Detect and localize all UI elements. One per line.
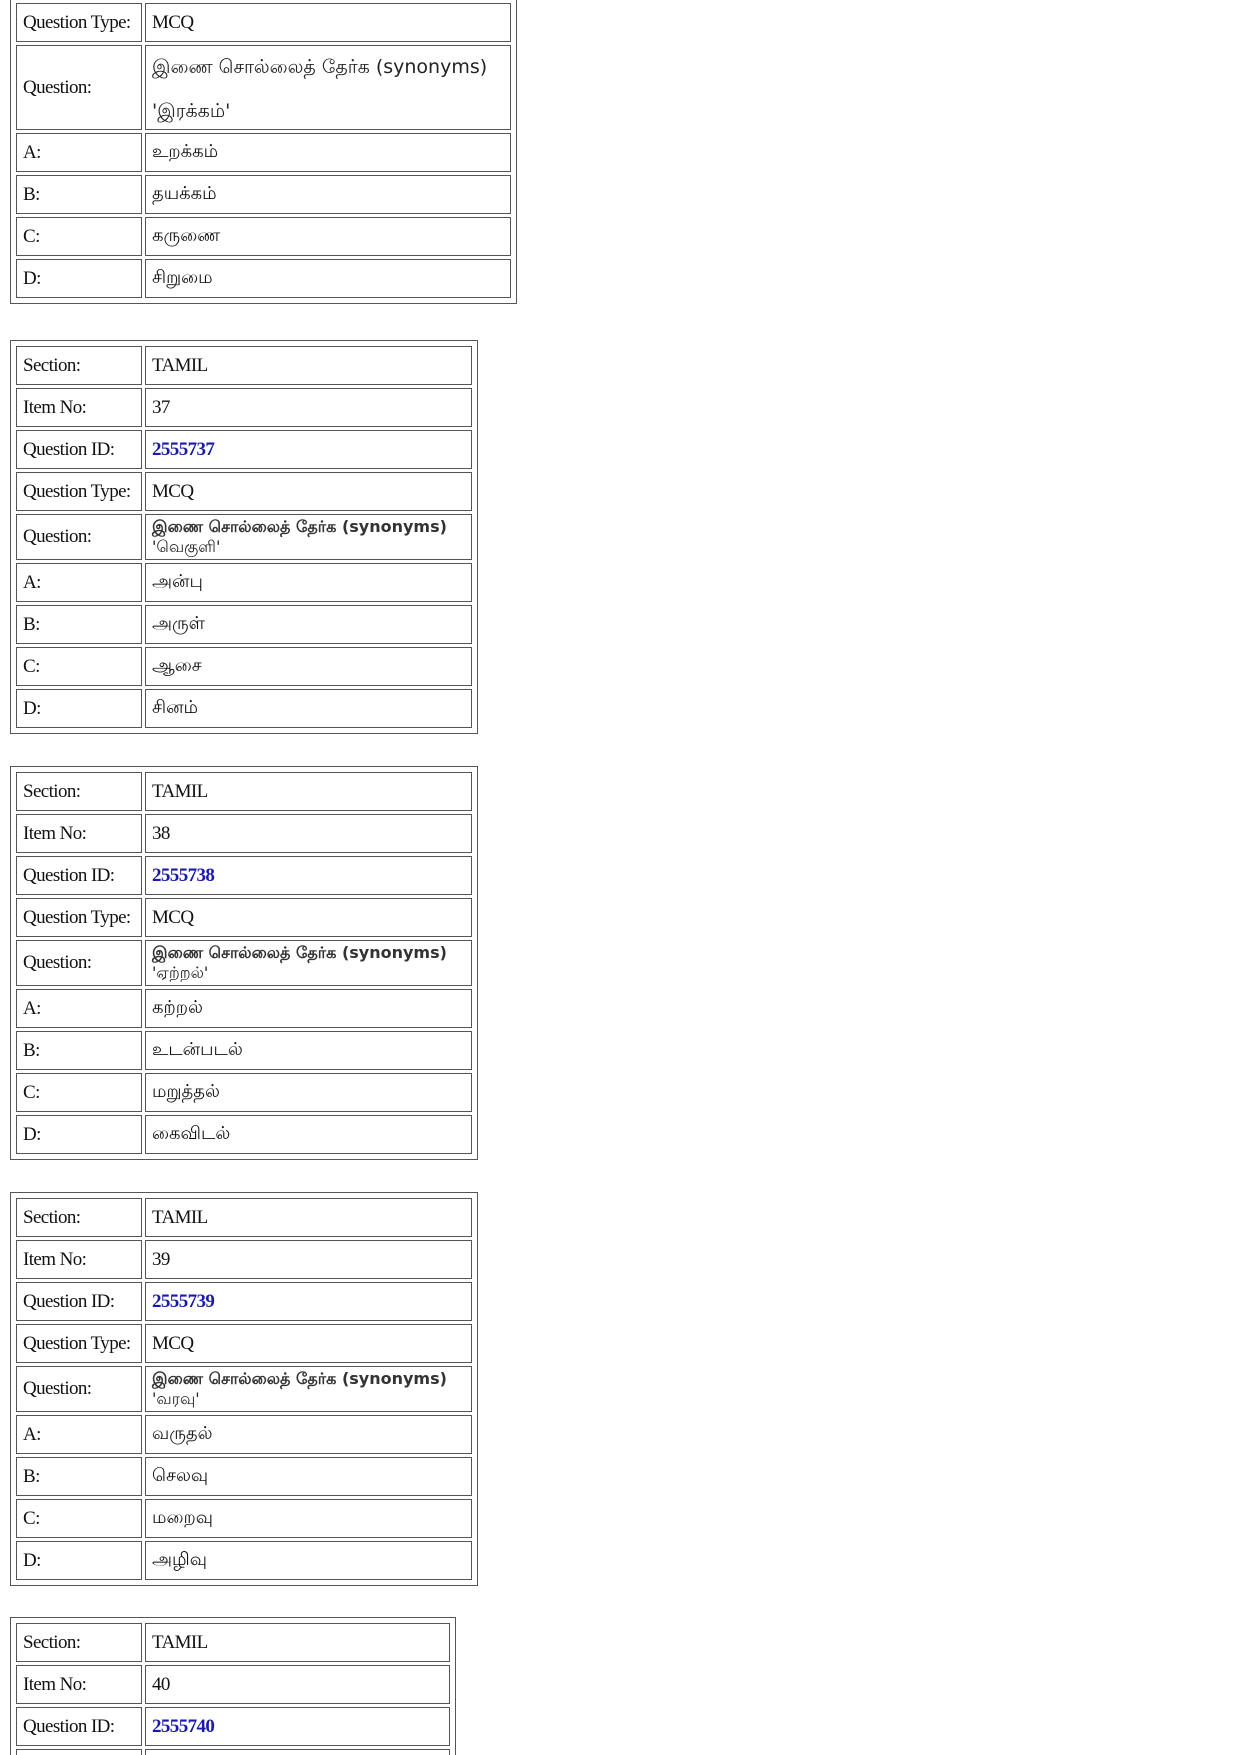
question-text: [145, 1366, 472, 1412]
question-id-value: 2555737: [145, 430, 472, 469]
section-value: TAMIL: [145, 1623, 450, 1662]
table-row: [16, 133, 511, 172]
option-b-label: B:: [16, 175, 142, 214]
table-row: [16, 388, 472, 427]
section-label: Section:: [16, 346, 142, 385]
option-b-value: அருள்: [145, 605, 472, 644]
item-no-value: 37: [145, 388, 472, 427]
option-a-label: A:: [16, 1415, 142, 1454]
table-row: [16, 1240, 472, 1279]
option-a-value: கற்றல்: [145, 989, 472, 1028]
option-a-value: அன்பு: [145, 563, 472, 602]
option-b-label: B:: [16, 1457, 142, 1496]
option-c-value: மறுத்தல்: [145, 1073, 472, 1112]
item-no-value: 40: [145, 1665, 450, 1704]
question-id-value: 2555739: [145, 1282, 472, 1321]
option-a-value: வருதல்: [145, 1415, 472, 1454]
option-d-label: D:: [16, 259, 142, 298]
section-value: TAMIL: [145, 346, 472, 385]
table-row: [16, 689, 472, 728]
question-text: [145, 940, 472, 986]
option-b-value: செலவு: [145, 1457, 472, 1496]
table-row: [16, 175, 511, 214]
question-id-label: Question ID:: [16, 1707, 142, 1746]
option-c-label: C:: [16, 647, 142, 686]
question-type-label: Question Type:: [16, 472, 142, 511]
option-a-value: உறக்கம்: [145, 133, 511, 172]
section-value: TAMIL: [145, 772, 472, 811]
option-b-label: B:: [16, 1031, 142, 1070]
table-row: [16, 772, 472, 811]
question-table-38: [10, 766, 478, 1160]
question-instruction: இணை சொல்லைத் தேர்க (synonyms): [152, 517, 447, 536]
table-row: [16, 1073, 472, 1112]
table-row: [16, 1115, 472, 1154]
table-row: [16, 1457, 472, 1496]
option-a-label: A:: [16, 989, 142, 1028]
question-word: 'வெகுளி': [152, 537, 221, 556]
question-word: 'ஏற்றல்': [152, 963, 209, 982]
question-type-label: Question Type:: [16, 3, 142, 42]
question-label: Question:: [16, 514, 142, 560]
table-row: [16, 814, 472, 853]
item-no-label: Item No:: [16, 1240, 142, 1279]
question-table-40: [10, 1617, 456, 1755]
table-row: [16, 605, 472, 644]
question-table-39: [10, 1192, 478, 1586]
question-type-label: Question Type:: [16, 1324, 142, 1363]
question-type-value: MCQ: [145, 3, 511, 42]
option-a-label: A:: [16, 133, 142, 172]
table-row: [16, 472, 472, 511]
table-row: [16, 346, 472, 385]
table-row: [16, 1415, 472, 1454]
option-d-value: கைவிடல்: [145, 1115, 472, 1154]
item-no-value: 39: [145, 1240, 472, 1279]
item-no-label: Item No:: [16, 388, 142, 427]
question-label: Question:: [16, 1366, 142, 1412]
section-label: Section:: [16, 772, 142, 811]
table-row: [16, 45, 511, 130]
table-row: [16, 1366, 472, 1412]
option-c-label: C:: [16, 217, 142, 256]
option-d-value: சிறுமை: [145, 259, 511, 298]
question-type-value: MCQ: [145, 898, 472, 937]
item-no-label: Item No:: [16, 814, 142, 853]
question-id-value: 2555738: [145, 856, 472, 895]
question-text: [145, 514, 472, 560]
table-row: [16, 1749, 450, 1755]
question-word: 'வரவு': [152, 1389, 200, 1408]
table-row: [16, 1031, 472, 1070]
option-c-label: C:: [16, 1073, 142, 1112]
option-d-label: D:: [16, 689, 142, 728]
table-row: [16, 259, 511, 298]
section-value: TAMIL: [145, 1198, 472, 1237]
table-row: [16, 563, 472, 602]
table-row: [16, 1324, 472, 1363]
question-type-value: [145, 1749, 450, 1755]
section-label: Section:: [16, 1623, 142, 1662]
table-row: [16, 1707, 450, 1746]
item-no-value: 38: [145, 814, 472, 853]
question-instruction: இணை சொல்லைத் தேர்க (synonyms): [152, 1369, 447, 1388]
table-row: [16, 647, 472, 686]
question-type-label: [16, 1749, 142, 1755]
option-b-value: தயக்கம்: [145, 175, 511, 214]
question-text: [145, 45, 511, 130]
question-type-label: Question Type:: [16, 898, 142, 937]
question-instruction: இணை சொல்லைத் தேர்க (synonyms): [152, 56, 488, 78]
question-table-36: [10, 0, 517, 304]
option-b-label: B:: [16, 605, 142, 644]
table-row: [16, 217, 511, 256]
table-row: [16, 856, 472, 895]
option-c-value: மறைவு: [145, 1499, 472, 1538]
option-d-label: D:: [16, 1115, 142, 1154]
question-id-label: Question ID:: [16, 1282, 142, 1321]
item-no-label: Item No:: [16, 1665, 142, 1704]
option-c-value: கருணை: [145, 217, 511, 256]
option-b-value: உடன்படல்: [145, 1031, 472, 1070]
option-c-value: ஆசை: [145, 647, 472, 686]
question-type-value: MCQ: [145, 1324, 472, 1363]
question-id-value: 2555740: [145, 1707, 450, 1746]
question-word: 'இரக்கம்': [152, 100, 231, 122]
question-label: Question:: [16, 45, 142, 130]
table-row: [16, 3, 511, 42]
option-d-value: அழிவு: [145, 1541, 472, 1580]
question-id-label: Question ID:: [16, 856, 142, 895]
table-row: [16, 898, 472, 937]
option-d-label: D:: [16, 1541, 142, 1580]
option-d-value: சினம்: [145, 689, 472, 728]
table-row: [16, 989, 472, 1028]
question-type-value: MCQ: [145, 472, 472, 511]
table-row: [16, 1623, 450, 1662]
question-instruction: இணை சொல்லைத் தேர்க (synonyms): [152, 943, 447, 962]
table-row: [16, 1541, 472, 1580]
section-label: Section:: [16, 1198, 142, 1237]
table-row: [16, 1282, 472, 1321]
table-row: [16, 514, 472, 560]
question-table-37: [10, 340, 478, 734]
table-row: [16, 1665, 450, 1704]
table-row: [16, 430, 472, 469]
question-label: Question:: [16, 940, 142, 986]
table-row: [16, 1499, 472, 1538]
table-row: [16, 1198, 472, 1237]
question-id-label: Question ID:: [16, 430, 142, 469]
option-c-label: C:: [16, 1499, 142, 1538]
option-a-label: A:: [16, 563, 142, 602]
table-row: [16, 940, 472, 986]
